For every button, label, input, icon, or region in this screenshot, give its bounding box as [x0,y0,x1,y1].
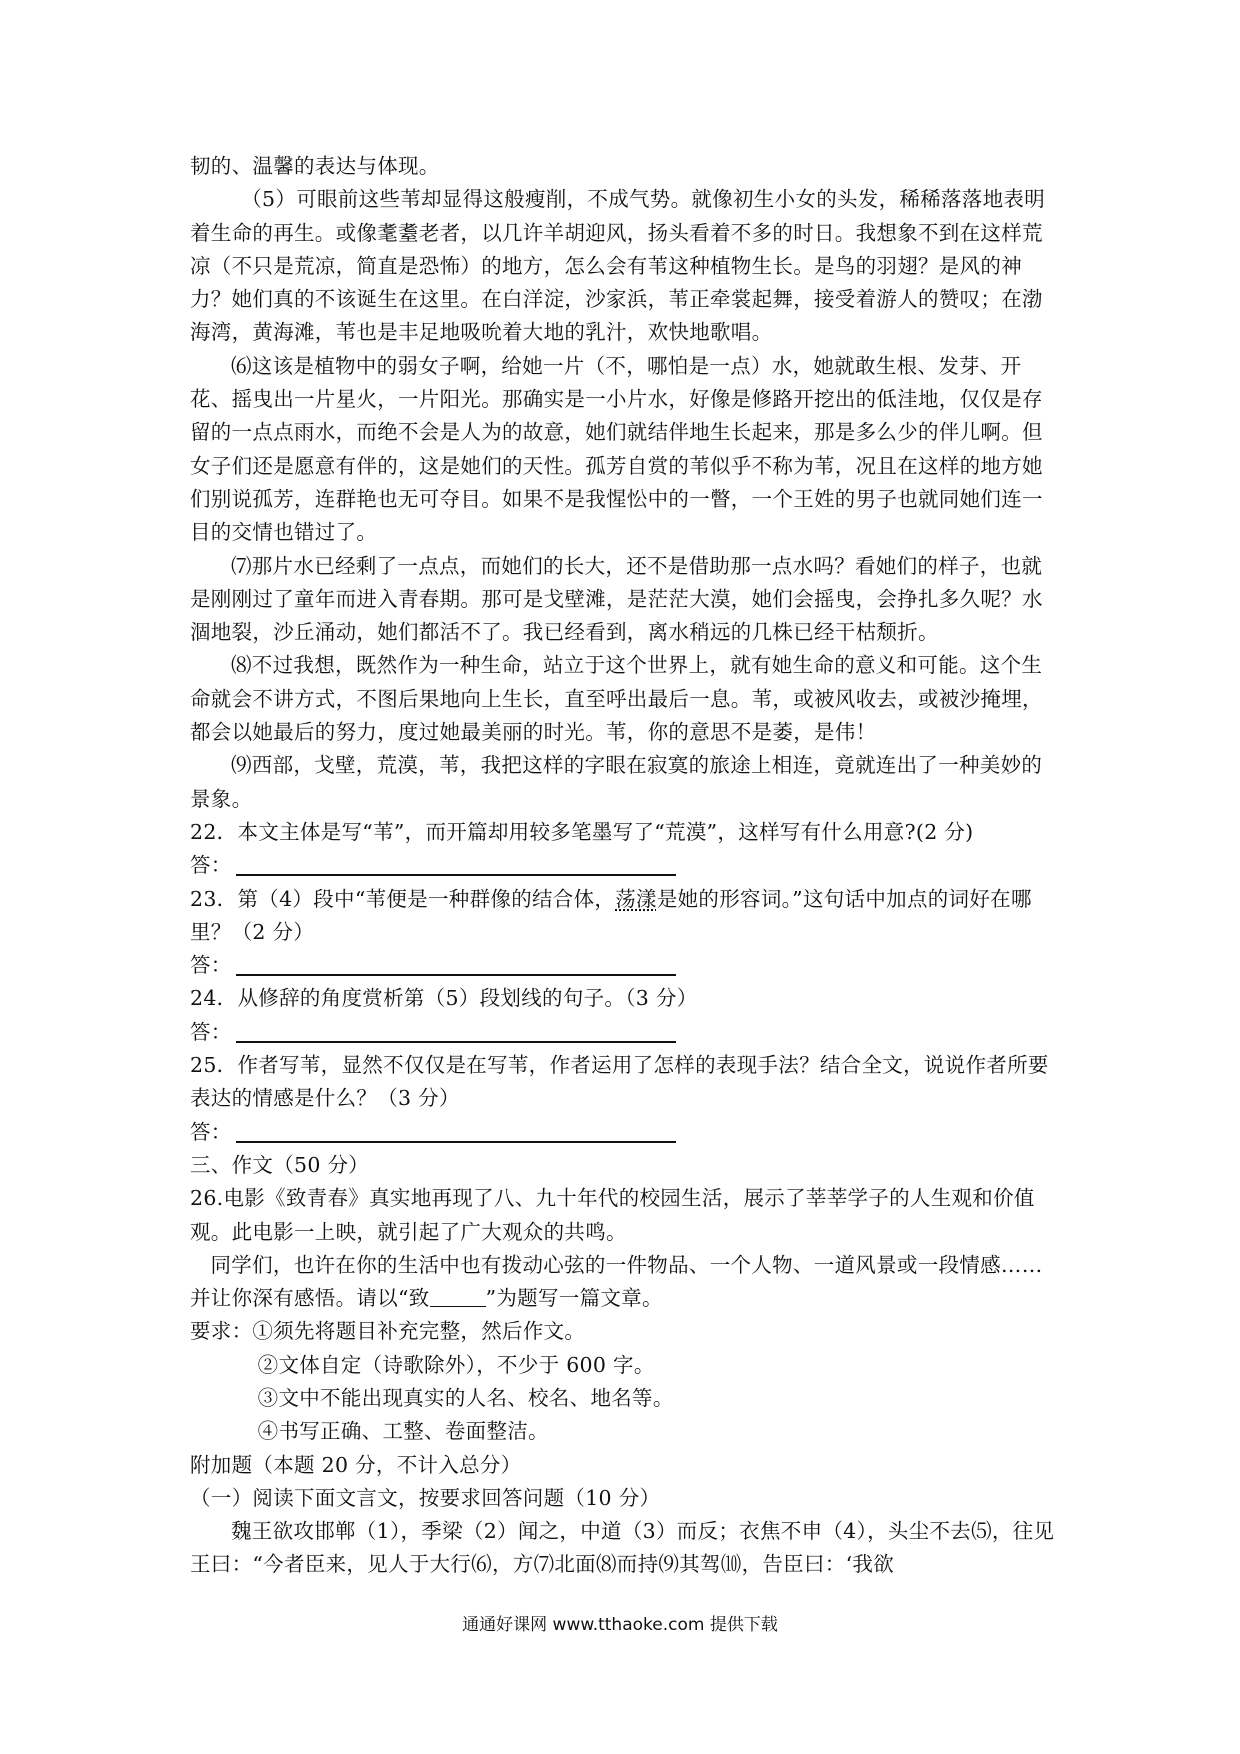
answer-line-23[interactable] [236,954,676,976]
answer-line-25[interactable] [236,1121,676,1143]
passage-intro-tail: 韧的、温馨的表达与体现。 [190,154,440,178]
page-content [190,150,1062,1582]
essay-prompt-part-b: ”为题写一篇文章。 [485,1286,663,1311]
answer-line-22[interactable] [236,854,676,876]
answer-row-24 [190,1016,1062,1049]
answer-row-25 [190,1116,1062,1149]
title-blank[interactable] [430,1288,486,1307]
passage-paragraph-5: （5）可眼前这些苇却显得这般瘦削，不成气势。就像初生小女的头发，稀稀落落地表明着生命的再生。或像耄耋老者，以几许羊胡迎风，扬头看着不多的时日。我想象不到在这样荒凉（不只是荒凉，简直是恐怖）的地方，怎么会有苇这种植物生长。是鸟的羽翅？是风的神力？她们真的不该诞生在这里。在白洋淀，沙家浜，苇正牵裳起舞，接受着游人的赞叹；在渤海湾，黄海滩，苇也是丰足地吸吮着大地的乳汁，欢快地歌唱。 [190,187,1045,345]
extra-heading: 附加题（本题 20 分，不计入总分） [190,1452,522,1477]
question-22: 22．本文主体是写“苇”，而开篇却用较多笔墨写了“荒漠”，这样写有什么用意?(2 分) [190,819,974,844]
essay-requirement-1: 要求：①须先将题目补充完整，然后作文。 [190,1319,586,1344]
answer-label: 答： [190,853,232,878]
essay-prompt [190,1249,1062,1316]
essay-requirement-3: ③文中不能出现真实的人名、校名、地名等。 [257,1385,674,1410]
essay-requirement-4: ④书写正确、工整、卷面整洁。 [257,1419,549,1444]
classical-chinese-passage: 魏王欲攻邯郸（1），季梁（2）闻之，中道（3）而反；衣焦不申（4），头尘不去⑸，往见王曰：“今者臣来，见人于大行⑹，方⑺北面⑻而持⑼其驾⑽，告臣曰：‘我欲 [190,1519,1055,1577]
answer-row-23 [190,949,1062,982]
answer-label: 答： [190,1019,232,1044]
passage-paragraph-9: ⑼西部，戈壁，荒漠，苇，我把这样的字眼在寂寞的旅途上相连，竟就连出了一种美妙的景象。 [190,753,1043,811]
question-23-part-a: 23．第（4）段中“苇便是一种群像的结合体， [190,886,616,911]
question-24: 24．从修辞的角度赏析第（5）段划线的句子。（3 分） [190,986,698,1011]
answer-row-22 [190,849,1062,882]
passage-paragraph-6: ⑹这该是植物中的弱女子啊，给她一片（不，哪怕是一点）水，她就敢生根、发芽、开花、摇曳出一片星火，一片阳光。那确实是一小片水，好像是修路开挖出的低洼地，仅仅是存留的一点点雨水，而绝不会是人为的故意，她们就结伴地生长起来，那是多么少的伴儿啊。但女子们还是愿意有伴的，这是她们的天性。孤芳自赏的苇似乎不称为苇，况且在这样的地方她们别说孤芳，连群艳也无可夺目。如果不是我惺忪中的一瞥，一个王姓的男子也就同她们连一目的交情也错过了。 [190,353,1043,545]
answer-line-24[interactable] [236,1021,676,1043]
question-23-emphasized-word: 荡漾 [615,886,657,911]
question-25: 25．作者写苇，显然不仅仅是在写苇，作者运用了怎样的表现手法？结合全文，说说作者所要表达的情感是什么？（3 分） [190,1053,1049,1111]
answer-label: 答： [190,953,232,978]
passage-paragraph-7: ⑺那片水已经剩了一点点，而她们的长大，还不是借助那一点水吗？看她们的样子，也就是刚刚过了童年而进入青春期。那可是戈壁滩，是茫茫大漠，她们会摇曳，会挣扎多久呢？水涸地裂，沙丘涌动，她们都活不了。我已经看到，离水稍远的几株已经干枯颓折。 [190,553,1043,645]
answer-label: 答： [190,1119,232,1144]
passage-paragraph-8: ⑻不过我想，既然作为一种生命，站立于这个世界上，就有她生命的意义和可能。这个生命就会不讲方式，不图后果地向上生长，直至呼出最后一息。苇，或被风收去，或被沙掩埋，都会以她最后的努力，度过她最美丽的时光。苇，你的意思不是萎，是伟！ [190,653,1043,745]
page-footer: 通通好课网 www.tthaoke.com 提供下载 [462,1615,778,1635]
question-23 [190,883,1062,950]
question-23-part-b: 是她的形容词。”这句话中加点的词好在哪里？（2 分） [190,886,1032,944]
essay-requirement-2: ②文体自定（诗歌除外），不少于 600 字。 [257,1352,655,1377]
essay-prompt-part-a: 同学们，也许在你的生活中也有拨动心弦的一件物品、一个人物、一道风景或一段情感……并让你深有感悟。请以“致 [190,1252,1043,1311]
question-26: 26.电影《致青春》真实地再现了八、九十年代的校园生活，展示了莘莘学子的人生观和价值观。此电影一上映，就引起了广大观众的共鸣。 [190,1186,1035,1244]
essay-heading: 三、作文（50 分） [190,1152,370,1177]
extra-section-1-heading: （一）阅读下面文言文，按要求回答问题（10 分） [190,1485,661,1510]
